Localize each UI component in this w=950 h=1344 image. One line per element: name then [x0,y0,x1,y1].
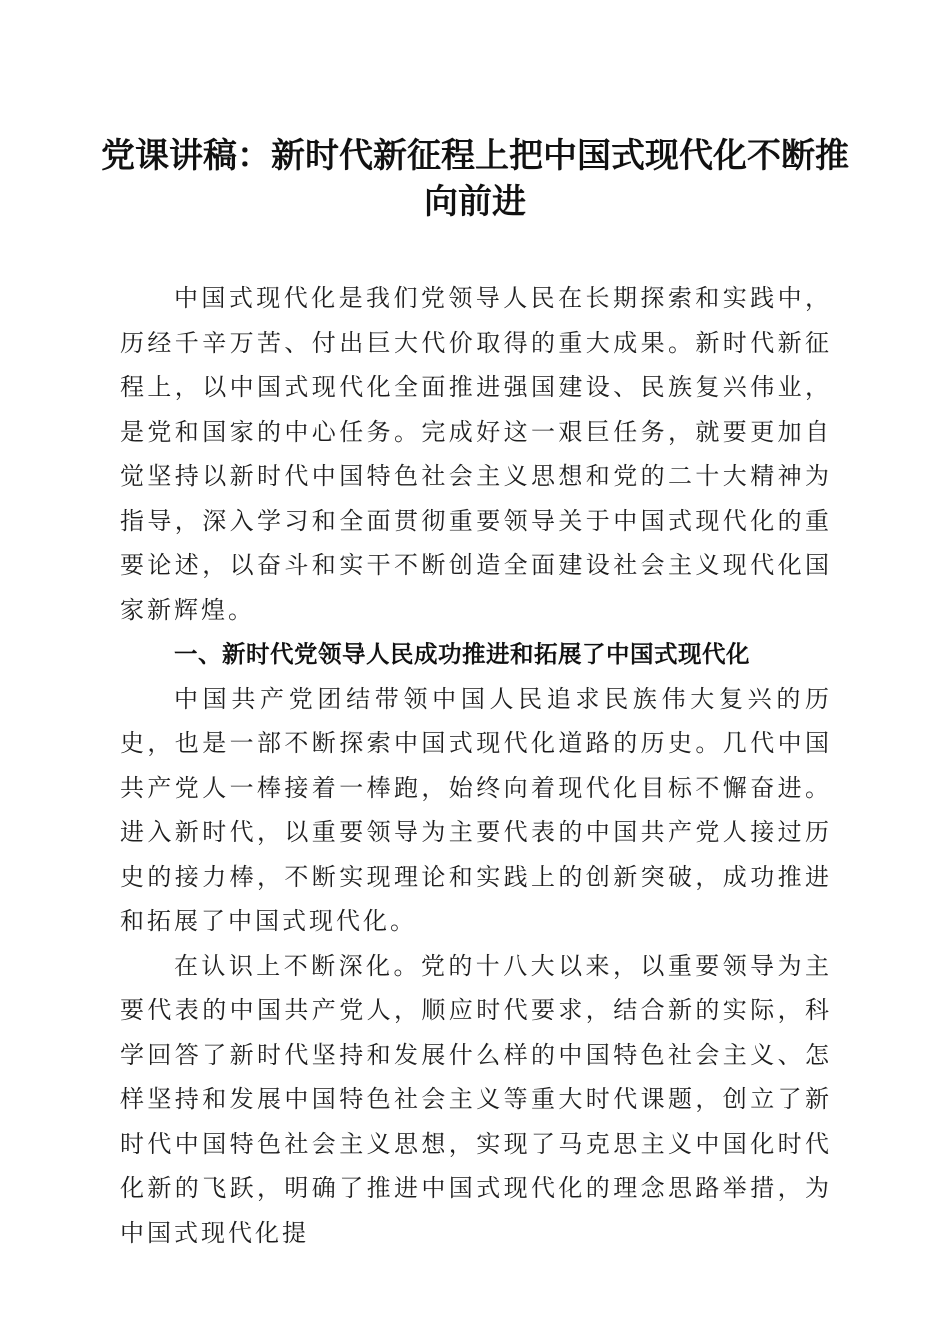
document-body [120,276,832,1255]
section-1-paragraph-1: 中国共产党团结带领中国人民追求民族伟大复兴的历史，也是一部不断探索中国式现代化道路的历史。几代中国共产党人一棒接着一棒跑，始终向着现代化目标不懈奋进。进入新时代，以重要领导为主要代表的中国共产党人接过历史的接力棒，不断实现理论和实践上的创新突破，成功推进和拓展了中国式现代化。 [120,684,832,935]
document-title: 党课讲稿：新时代新征程上把中国式现代化不断推向前进 [101,136,849,222]
section-1-paragraph-2: 在认识上不断深化。党的十八大以来，以重要领导为主要代表的中国共产党人，顺应时代要求，结合新的实际，科学回答了新时代坚持和发展什么样的中国特色社会主义、怎样坚持和发展中国特色社会主义等重大时代课题，创立了新时代中国特色社会主义思想，实现了马克思主义中国化时代化新的飞跃，明确了推进中国式现代化的理念思路举措，为中国式现代化提 [120,951,832,1247]
section-heading-1: 一、新时代党领导人民成功推进和拓展了中国式现代化 [174,640,750,668]
intro-paragraph: 中国式现代化是我们党领导人民在长期探索和实践中，历经千辛万苦、付出巨大代价取得的重大成果。新时代新征程上，以中国式现代化全面推进强国建设、民族复兴伟业，是党和国家的中心任务。完成好这一艰巨任务，就要更加自觉坚持以新时代中国特色社会主义思想和党的二十大精神为指导，深入学习和全面贯彻重要领导关于中国式现代化的重要论述，以奋斗和实干不断创造全面建设社会主义现代化国家新辉煌。 [120,284,832,624]
